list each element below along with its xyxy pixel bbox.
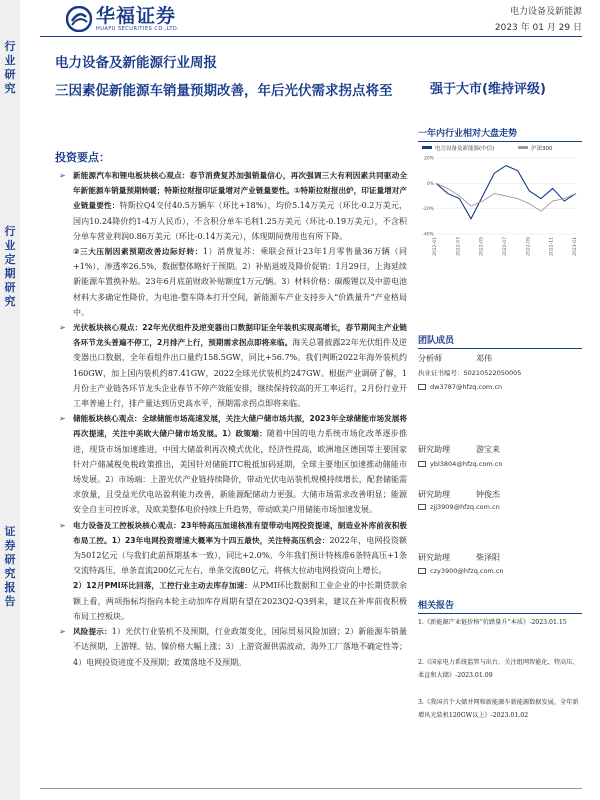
industry-rating: 强于大市(维持评级) <box>430 82 546 97</box>
bullet-icon: ➢ <box>59 627 66 637</box>
related-report-item[interactable]: 1.《新能源产业链价格“价跌量升”本质》-2023.01.15 <box>418 619 567 626</box>
series-line-industry <box>436 166 576 219</box>
left-sidebar <box>0 0 20 800</box>
analyst-email[interactable]: dw3787@hfzq.com.cn <box>430 383 503 391</box>
paragraph-pv: ➢ 光伏板块核心观点：22年光伏组件及逆变器出口数据印证全年装机实现高增长，春节期间主产业链各环节龙头普遍不停工，2月排产上行，预期需求拐点即将来临。海关总署披露22年光伏组件及逆变器出口数据，全年看组件出口量约158.5GW，同比+56.7%。我们判断2022年海外装机约160GW，加上国内装机约87.41GW，2022全球光伏装机约247GW。根据产业调研了解，1月份主产业链各环节龙头企业春节不停产效能安排，继续保持较高的开工率运行，2月份行业开工率普遍上行，排产量达到历史高水平，预期需求拐点即将来临。 <box>55 320 407 411</box>
x-tick-label: 2022-01 <box>433 237 438 256</box>
report-type: 电力设备及新能源 <box>509 7 582 17</box>
y-tick-label: -20% <box>422 207 434 213</box>
assistant-2-email[interactable]: zjj3909@hfzq.com.cn <box>430 503 500 511</box>
paragraph-risk: ➢ 风险提示：1）光伏行业装机不及预期，行业政策变化，国际贸易风险加剧；2）新能源车销量不达预期，上游锂、钴、镍价格大幅上涨；3）上游资源供需波动，海外工厂落地不确定性等；4）电网投资进度不及预期；政策落地不及预期。 <box>55 624 407 670</box>
assistant-1-email[interactable]: ybl3804@hfzq.com.cn <box>430 460 503 468</box>
footer-divider <box>40 788 582 789</box>
x-tick-label: 2023-01 <box>573 237 578 256</box>
legend-label-industry: 电力设备及新能源(中信) <box>435 146 495 152</box>
chart-legend <box>422 144 553 152</box>
y-tick-label: -40% <box>422 232 434 238</box>
x-tick-label: 2022-07 <box>503 237 508 256</box>
logo-name-cn: 华福证券 <box>96 5 177 27</box>
team-member-assistant-3: 研究助理 柴泽阳 <box>418 553 500 562</box>
report-title: 电力设备及新能源行业周报 <box>55 55 217 71</box>
header-divider <box>40 36 582 37</box>
related-report-item[interactable]: 2.《国家电力系统监管与出台，关注组网智能化、特高压、柔直和大储》-2023.01.09 <box>418 659 579 679</box>
chart-section-title: 一年内行业相对大盘走势 <box>418 126 582 142</box>
bullet-icon: ➢ <box>59 171 66 180</box>
bullet-icon: ➢ <box>59 323 66 333</box>
legend-label-index: 沪深300 <box>531 146 553 152</box>
y-tick-label: 0% <box>426 181 434 187</box>
company-logo <box>66 6 179 32</box>
email-icon <box>418 568 426 574</box>
sidebar-label-securities-report: 证券研究报告 <box>4 525 16 608</box>
team-section-title: 团队成员 <box>418 333 582 349</box>
paragraph-pmi: 2）12月PMI环比回落，工控行业主动去库存加速：从PMI环比数据和工业企业的中长期贷款余额上看，两项指标均指向本轮主动加库存周期有望在2023Q2-Q3到来，建议在补库前夜积极布局工控板块。 <box>73 581 408 621</box>
email-icon <box>418 461 426 467</box>
paragraph-ev-factors: ②三大压制因素预期改善边际好转：1）消费复苏：乘联会预计23年1月零售量36万辆（同+1%），渗透率26.5%，数据整体略好于预期。2）补贴退坡及降价促销：1月29日，上海延续新能源车置换补贴。23年6月底前财政补贴额度1万元/辆。3）材料价格：碳酸锂以及中游电池材料大多确定性降价，为电池-整车降本打开空间，新能源车产业支持步入“价跌量升”产业格局中。 <box>73 247 407 317</box>
team-member-assistant-2: 研究助理 钟俊杰 <box>418 490 500 499</box>
y-tick-label: 20% <box>423 156 434 162</box>
x-tick-label: 2022-03 <box>456 237 462 256</box>
email-icon <box>418 384 426 390</box>
report-date: 2023 年 01 月 29 日 <box>494 23 582 33</box>
analyst-email-row <box>418 383 582 391</box>
related-reports-title: 相关报告 <box>418 598 582 614</box>
x-tick-label: 2022-05 <box>479 237 485 256</box>
email-icon <box>418 504 426 510</box>
report-subtitle: 三因素促新能源车销量预期改善，年后光伏需求拐点将至 <box>55 83 393 99</box>
relative-performance-chart <box>418 142 582 262</box>
team-member-assistant-1: 研究助理 游宝来 <box>418 445 500 454</box>
assistant-1-email-row <box>418 460 582 468</box>
sidebar-label-periodic-research: 行业定期研究 <box>4 225 16 308</box>
paragraph-grid: ➢ 电力设备及工控板块核心观点：23年特高压加速核准有望带动电网投资提速，制造业补库前夜积极布局工控。1）23年电网投资增速大概率为十四五最快，关注特高压机会：2022年，电网投资额为5012亿元（与我们此前预期基本一致），同比+2.0%。今年我们预计特核准6条特高压+1条交流特高压，单条直流200亿元左右，单条交流80亿元，将核大拉动电网投资向上增长。 <box>55 518 407 579</box>
investment-highlights-title: 投资要点： <box>55 151 110 164</box>
analyst-license: 执业证书编号：S0210522050005 <box>418 369 522 377</box>
sidebar-label-industry-research: 行业研究 <box>4 40 16 95</box>
investment-highlights-body <box>55 168 407 670</box>
team-member-analyst: 分析师 邓伟 <box>418 354 492 363</box>
legend-swatch-index <box>518 146 528 149</box>
x-tick-label: 2022-11 <box>549 237 555 256</box>
assistant-3-email-row <box>418 567 582 575</box>
logo-name-en: HUAFU SECURITIES CO.,LTD. <box>96 26 180 32</box>
paragraph-ev-battery: ➢ 新能源汽车和锂电板块核心观点：春节消费复苏加强销量信心，再次强调三大有利因素共同驱动全年新能源车销量预期转暖；特斯拉财报印证量增对产业链量要性。①特斯拉财报出炉，印证量增对产业链量要性：特斯拉Q4交付40.5万辆车（环比+18%），均价5.14万美元（环比-0.2万美元，国内10.24降价约1-4万人民币），不含积分单车毛利1.25万美元（环比-0.19万美元），不含积分单车营业利润0.86万美元（环比-0.14万美元），体现期间费用也有所下降。 <box>55 168 407 244</box>
logo-emblem-icon <box>66 6 92 32</box>
assistant-2-email-row <box>418 503 582 511</box>
bullet-icon: ➢ <box>59 520 66 530</box>
assistant-3-email[interactable]: czy3900@hfzq.com.cn <box>430 567 504 575</box>
x-tick-label: 2022-09 <box>526 237 532 256</box>
bullet-icon: ➢ <box>59 414 66 424</box>
legend-swatch-industry <box>422 146 432 149</box>
paragraph-storage: ➢ 储能板块核心观点：全球储能市场高速发展，关注大储户储市场共振，2023年全球储能市场发展将再次提速，关注中美欧大储户储市场发展。1）政策端：随着中国的电力系统市场化改革逐步推进，现货市场加速推进，中国大储盈利再次模式优化，经济性提高，欧洲地区德国等主要国家针对户储减税免税政策推出，美国针对储能ITC税抵加码延期，全球主要地区加速推动储能市场发展。2）市场端：上游光伏产业链持续降价，带动光伏电站装机规模持续增长，配套储能需求放量，且受益光伏电站盈利能力改善，新能源配储动力更强。大储市场需求改善明显；能源安全自主可控诉求，及欧美整体电价持续上升趋势，带动欧美户用储能市场加速发展。 <box>55 411 407 517</box>
related-report-item[interactable]: 3.《我国首个大储并网和新能源车新能源数据发展，全年新增风光装机120GW以上》-2023.01.02 <box>418 699 579 719</box>
